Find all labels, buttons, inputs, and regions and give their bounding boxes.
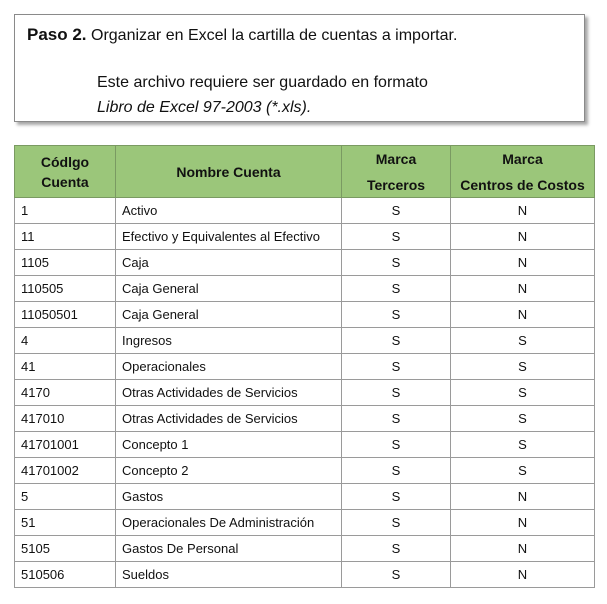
cell-code: 510506 <box>15 562 116 588</box>
cell-code: 1 <box>15 198 116 224</box>
table-row <box>15 536 595 562</box>
header-row <box>15 146 595 198</box>
header-code <box>15 146 116 198</box>
step-line <box>27 25 457 46</box>
cell-code: 41701001 <box>15 432 116 458</box>
cell-cost: S <box>451 432 595 458</box>
cell-code: 110505 <box>15 276 116 302</box>
cell-code: 417010 <box>15 406 116 432</box>
cell-third: S <box>342 458 451 484</box>
cell-name: Operacionales <box>116 354 342 380</box>
cell-cost: N <box>451 562 595 588</box>
table-row <box>15 406 595 432</box>
cell-cost: S <box>451 406 595 432</box>
cell-third: S <box>342 198 451 224</box>
instruction-box <box>14 14 585 122</box>
table-row <box>15 328 595 354</box>
cell-third: S <box>342 484 451 510</box>
cell-code: 5105 <box>15 536 116 562</box>
cell-code: 5 <box>15 484 116 510</box>
cell-third: S <box>342 406 451 432</box>
header-third-line2: Terceros <box>366 176 426 193</box>
cell-cost: N <box>451 198 595 224</box>
cell-cost: N <box>451 276 595 302</box>
format-note: Este archivo requiere ser guardado en formato <box>97 74 428 91</box>
cell-code: 11050501 <box>15 302 116 328</box>
cell-code: 11 <box>15 224 116 250</box>
cell-third: S <box>342 536 451 562</box>
cell-third: S <box>342 562 451 588</box>
header-code-line2: Cuenta <box>41 173 89 190</box>
table-row <box>15 484 595 510</box>
header-third-line1: Marca <box>375 150 417 167</box>
cell-third: S <box>342 354 451 380</box>
cell-name: Caja General <box>116 302 342 328</box>
cell-code: 41701002 <box>15 458 116 484</box>
cell-name: Gastos De Personal <box>116 536 342 562</box>
table-row <box>15 250 595 276</box>
cell-name: Caja <box>116 250 342 276</box>
cell-code: 41 <box>15 354 116 380</box>
header-name: Nombre Cuenta <box>116 146 342 198</box>
cell-name: Concepto 2 <box>116 458 342 484</box>
format-name: Libro de Excel 97-2003 (*.xls). <box>97 99 312 116</box>
cell-cost: N <box>451 224 595 250</box>
header-cost-line1: Marca <box>502 150 543 167</box>
header-cost-line2: Centros de Costos <box>460 176 585 193</box>
cell-name: Operacionales De Administración <box>116 510 342 536</box>
cell-code: 51 <box>15 510 116 536</box>
cell-cost: N <box>451 510 595 536</box>
header-cost <box>451 146 595 198</box>
table-row <box>15 198 595 224</box>
table-row <box>15 510 595 536</box>
cell-name: Sueldos <box>116 562 342 588</box>
header-third <box>342 146 451 198</box>
cell-code: 4170 <box>15 380 116 406</box>
cell-third: S <box>342 510 451 536</box>
table-row <box>15 224 595 250</box>
cell-third: S <box>342 250 451 276</box>
cell-cost: S <box>451 328 595 354</box>
table-row <box>15 380 595 406</box>
cell-name: Otras Actividades de Servicios <box>116 380 342 406</box>
cell-third: S <box>342 328 451 354</box>
cell-name: Efectivo y Equivalentes al Efectivo <box>116 224 342 250</box>
step-text: Organizar en Excel la cartilla de cuentas a importar. <box>91 27 458 44</box>
cell-cost: N <box>451 302 595 328</box>
table-row <box>15 354 595 380</box>
table-row <box>15 432 595 458</box>
cell-name: Otras Actividades de Servicios <box>116 406 342 432</box>
table-row <box>15 562 595 588</box>
cell-cost: N <box>451 484 595 510</box>
cell-cost: S <box>451 458 595 484</box>
accounts-table <box>14 145 595 588</box>
cell-name: Ingresos <box>116 328 342 354</box>
cell-third: S <box>342 224 451 250</box>
table-row <box>15 458 595 484</box>
header-code-line1: Códlgo <box>40 153 90 170</box>
cell-name: Activo <box>116 198 342 224</box>
cell-cost: S <box>451 380 595 406</box>
step-label: Paso 2. <box>27 25 87 44</box>
table-row <box>15 276 595 302</box>
table-row <box>15 302 595 328</box>
cell-code: 4 <box>15 328 116 354</box>
cell-name: Caja General <box>116 276 342 302</box>
cell-cost: N <box>451 250 595 276</box>
cell-cost: S <box>451 354 595 380</box>
cell-third: S <box>342 276 451 302</box>
cell-third: S <box>342 302 451 328</box>
cell-third: S <box>342 432 451 458</box>
cell-third: S <box>342 380 451 406</box>
cell-name: Gastos <box>116 484 342 510</box>
cell-cost: N <box>451 536 595 562</box>
cell-code: 1105 <box>15 250 116 276</box>
cell-name: Concepto 1 <box>116 432 342 458</box>
